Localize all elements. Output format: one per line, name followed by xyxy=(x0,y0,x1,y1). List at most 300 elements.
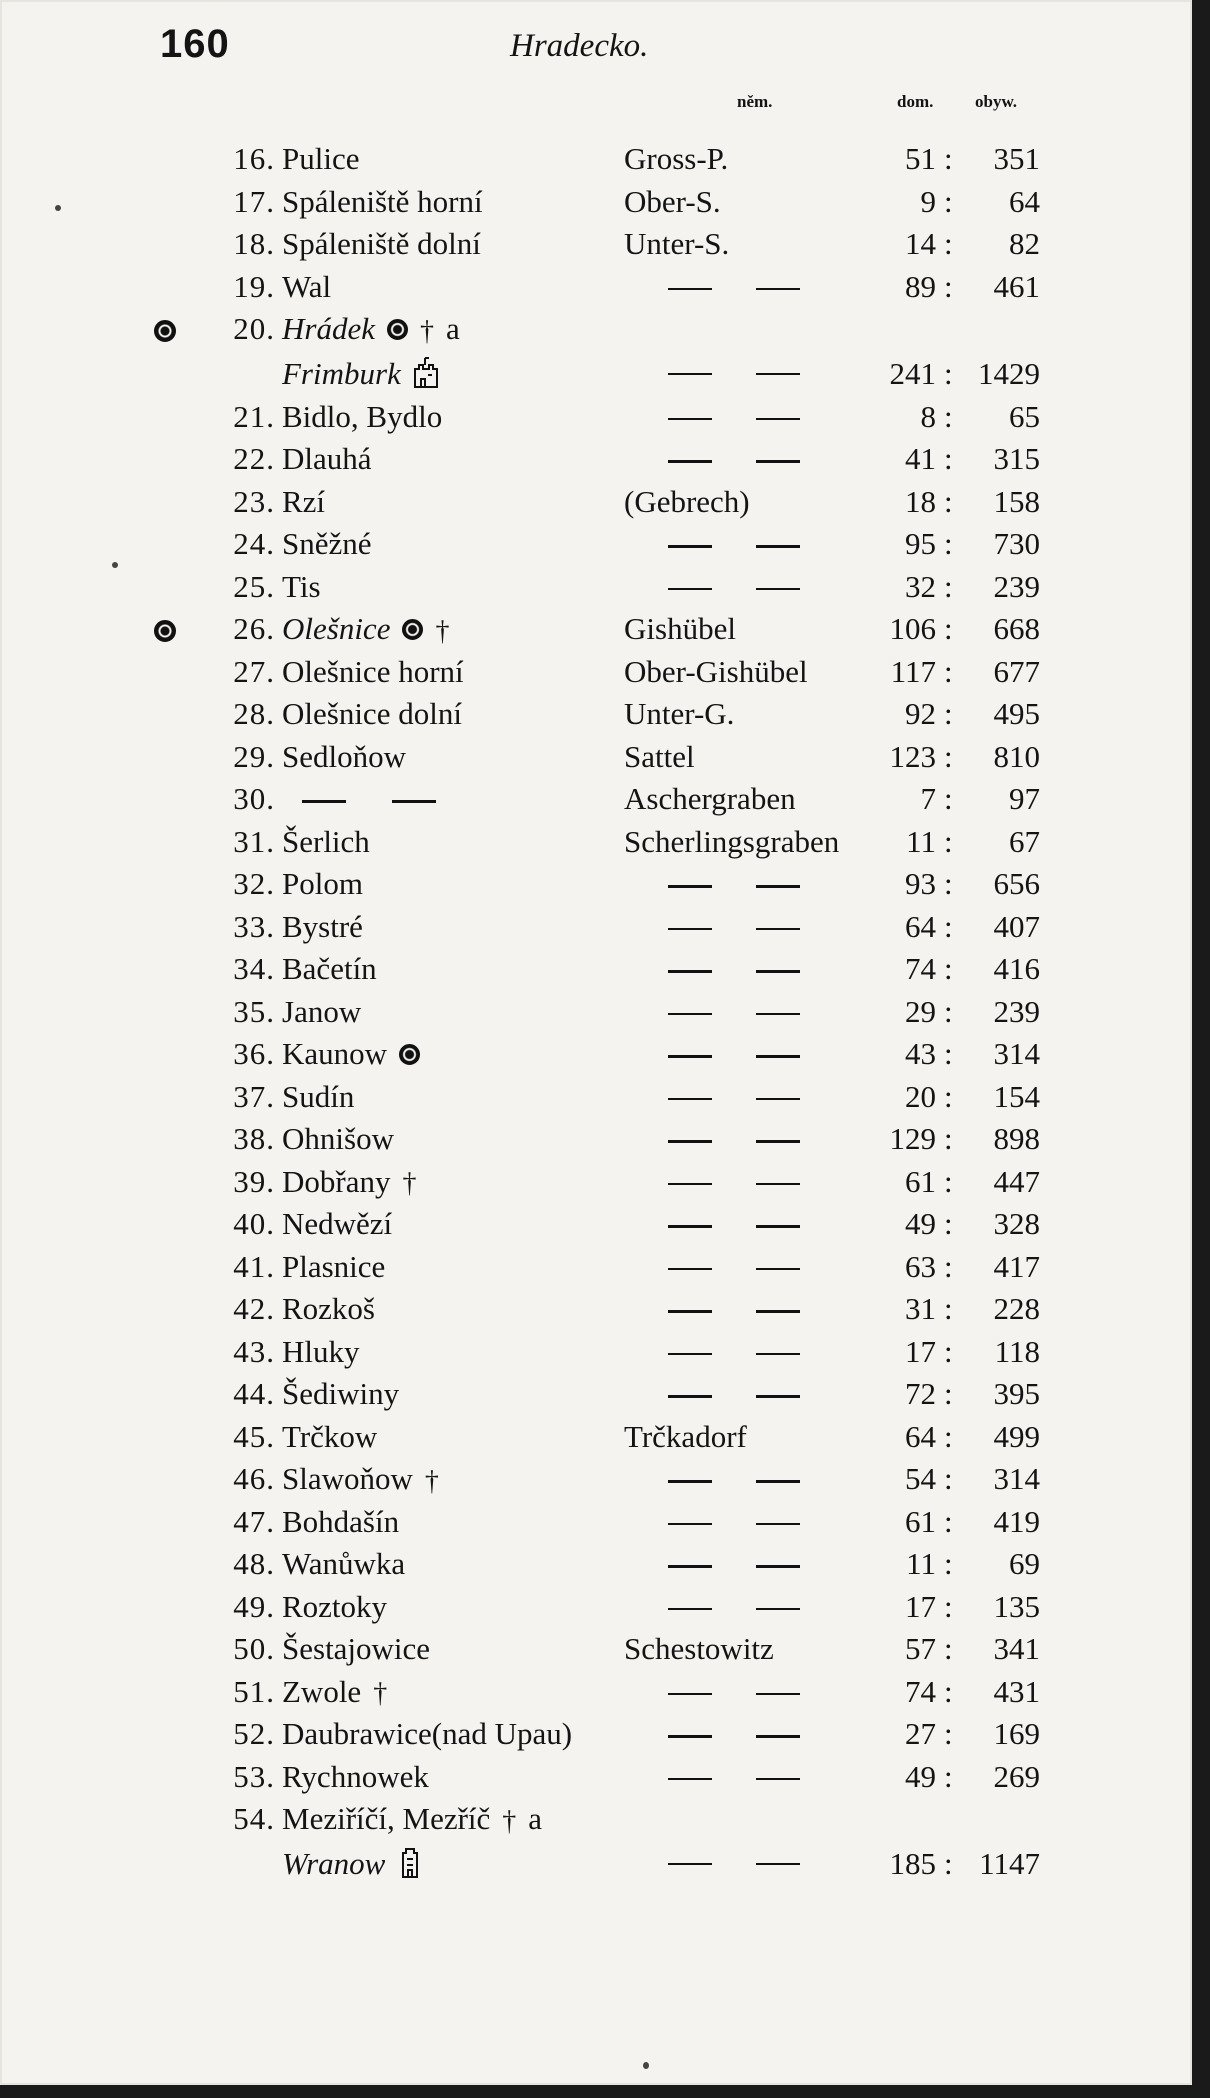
inhabitants-count: 495 xyxy=(993,696,1040,731)
separator-colon: : xyxy=(944,1163,953,1199)
dash-line xyxy=(756,1395,800,1398)
dash-line xyxy=(668,588,712,591)
village-name-text: Bačetín xyxy=(282,951,377,986)
table-row xyxy=(0,1713,1192,1756)
row-number: 18. xyxy=(233,226,275,261)
dash-line xyxy=(756,1480,800,1483)
village-name-text: Dlauhá xyxy=(282,441,372,476)
separator-colon: : xyxy=(944,1121,953,1156)
separator-colon: : xyxy=(944,1631,953,1666)
village-name-text: Pulice xyxy=(282,141,360,176)
inhabitants-count: 668 xyxy=(993,611,1040,646)
dash-line xyxy=(668,970,712,973)
church-cross-icon: † xyxy=(502,1805,517,1837)
village-name xyxy=(282,906,363,949)
dash-line xyxy=(756,1140,800,1143)
row-number: 17. xyxy=(233,183,275,219)
dash-line xyxy=(756,1183,800,1186)
village-name xyxy=(282,481,325,524)
table-row xyxy=(0,566,1192,609)
table-row xyxy=(0,1203,1192,1246)
inhabitants-count: 239 xyxy=(993,993,1040,1029)
german-name: Schestowitz xyxy=(624,1631,774,1666)
separator-colon: : xyxy=(944,1078,953,1114)
row-number: 23. xyxy=(233,483,275,519)
separator-colon: : xyxy=(944,141,953,176)
village-name xyxy=(282,181,483,224)
inhabitants-count: 314 xyxy=(993,1461,1040,1496)
german-name: Unter-S. xyxy=(624,226,730,261)
row-number: 25. xyxy=(233,568,275,604)
village-name xyxy=(282,308,460,353)
inhabitants-count: 341 xyxy=(993,1631,1040,1666)
table-row xyxy=(0,608,1192,651)
table-row xyxy=(0,1798,1192,1841)
dash-line xyxy=(756,418,800,421)
village-name-text: Šerlich xyxy=(282,823,370,859)
village-name xyxy=(282,1671,387,1716)
table-row-continuation xyxy=(0,351,1192,396)
village-name-text: Hluky xyxy=(282,1333,360,1369)
village-name-text: Tis xyxy=(282,568,321,604)
separator-colon: : xyxy=(944,568,953,604)
dash-line xyxy=(668,1693,712,1696)
houses-count: 27 xyxy=(905,1716,936,1751)
table-row xyxy=(0,1118,1192,1161)
separator-colon: : xyxy=(944,1333,953,1369)
village-name xyxy=(282,693,462,736)
separator-colon: : xyxy=(944,226,953,261)
separator-colon: : xyxy=(944,653,953,689)
village-name xyxy=(282,821,370,864)
dash-line xyxy=(756,1565,800,1568)
village-name-text: Roztoky xyxy=(282,1588,388,1624)
dash-line xyxy=(668,1268,712,1271)
dash-line xyxy=(668,1480,712,1483)
parish-seat-icon xyxy=(154,320,176,342)
village-name-text: Sudín xyxy=(282,1078,355,1114)
row-number: 44. xyxy=(233,1376,275,1411)
separator-colon: : xyxy=(944,1248,953,1284)
table-row xyxy=(0,736,1192,779)
row-number: 42. xyxy=(233,1291,275,1326)
row-number: 49. xyxy=(233,1588,275,1624)
houses-count: 17 xyxy=(905,1333,936,1369)
separator-colon: : xyxy=(944,1845,953,1881)
table-row xyxy=(0,1543,1192,1586)
village-name xyxy=(282,1501,399,1544)
dash-line xyxy=(668,1778,712,1781)
german-name: Ober-S. xyxy=(624,183,721,219)
village-name xyxy=(282,351,439,396)
row-number: 51. xyxy=(233,1673,275,1709)
table-row xyxy=(0,396,1192,439)
page-title: Hradecko. xyxy=(510,28,649,64)
village-name-text: Slawoňow xyxy=(282,1461,413,1496)
inhabitants-count: 154 xyxy=(993,1078,1040,1114)
dash-line xyxy=(668,1055,712,1058)
dash-line xyxy=(668,1140,712,1143)
village-name xyxy=(282,1203,392,1246)
row-number: 22. xyxy=(233,441,275,476)
inhabitants-count: 135 xyxy=(993,1588,1040,1624)
village-name-text: Olešnice horní xyxy=(282,653,464,689)
village-table xyxy=(0,138,1192,1886)
row-number: 50. xyxy=(233,1631,275,1666)
houses-count: 63 xyxy=(905,1248,936,1284)
row-number: 16. xyxy=(233,141,275,176)
houses-count: 241 xyxy=(889,355,936,391)
village-name-text: Rozkoš xyxy=(282,1291,375,1326)
village-name xyxy=(282,438,372,481)
houses-count: 89 xyxy=(905,268,936,304)
german-name: Trčkadorf xyxy=(624,1418,747,1454)
inhabitants-count: 228 xyxy=(993,1291,1040,1326)
separator-colon: : xyxy=(944,1758,953,1794)
parish-seat-icon xyxy=(154,620,176,642)
dash-line xyxy=(756,1268,800,1271)
table-row xyxy=(0,1033,1192,1076)
church-cross-icon: † xyxy=(424,1465,439,1497)
village-name-text: Daubrawice(nad Upau) xyxy=(282,1716,573,1751)
houses-count: 49 xyxy=(905,1758,936,1794)
table-row xyxy=(0,181,1192,224)
separator-colon: : xyxy=(944,355,953,391)
inhabitants-count: 269 xyxy=(993,1758,1040,1794)
parish-seat-icon xyxy=(402,619,423,640)
german-name: Ober-Gishübel xyxy=(624,653,808,689)
separator-colon: : xyxy=(944,1291,953,1326)
dash-line xyxy=(668,1608,712,1611)
table-row xyxy=(0,906,1192,949)
village-name-text: Bohdašín xyxy=(282,1503,400,1539)
dash-line xyxy=(756,545,800,548)
tower-icon xyxy=(397,1845,423,1879)
separator-colon: : xyxy=(944,1206,953,1241)
houses-count: 11 xyxy=(906,1546,936,1581)
separator-colon: : xyxy=(944,823,953,859)
row-number: 54. xyxy=(233,1801,275,1836)
village-name-text: Meziříčí, Mezříč xyxy=(282,1801,491,1836)
houses-count: 8 xyxy=(920,398,936,434)
village-name-text: Frimburk xyxy=(282,355,401,391)
inhabitants-count: 69 xyxy=(1009,1546,1040,1581)
houses-count: 17 xyxy=(905,1588,936,1624)
row-number: 47. xyxy=(233,1503,275,1539)
dash-line xyxy=(756,588,800,591)
column-header-houses: dom. xyxy=(897,92,934,111)
inhabitants-count: 898 xyxy=(993,1121,1040,1156)
table-row xyxy=(0,1458,1192,1501)
village-name-text: Dobřany xyxy=(282,1163,391,1199)
village-name xyxy=(282,1756,429,1799)
houses-count: 92 xyxy=(905,696,936,731)
column-header-german: něm. xyxy=(737,92,773,111)
separator-colon: : xyxy=(944,1376,953,1411)
row-number: 26. xyxy=(233,611,275,646)
village-name-text: Kaunow xyxy=(282,1036,388,1071)
separator-colon: : xyxy=(944,483,953,519)
village-name-text: Šestajowice xyxy=(282,1631,431,1666)
village-name xyxy=(282,1288,375,1331)
dash-line xyxy=(668,1735,712,1738)
houses-count: 72 xyxy=(905,1376,936,1411)
row-number: 52. xyxy=(233,1716,275,1751)
inhabitants-count: 351 xyxy=(993,141,1040,176)
dash-line xyxy=(756,1055,800,1058)
conjunction-text: a xyxy=(445,311,460,346)
table-row xyxy=(0,1416,1192,1459)
village-name xyxy=(282,1586,387,1629)
row-number: 35. xyxy=(233,993,275,1029)
inhabitants-count: 461 xyxy=(993,268,1040,304)
inhabitants-count: 1429 xyxy=(978,355,1040,391)
table-row xyxy=(0,1586,1192,1629)
dash-line xyxy=(756,373,800,376)
separator-colon: : xyxy=(944,441,953,476)
houses-count: 11 xyxy=(906,823,936,859)
inhabitants-count: 97 xyxy=(1009,781,1040,816)
village-name-text: Sedloňow xyxy=(282,738,406,774)
village-name xyxy=(282,266,331,309)
row-number: 21. xyxy=(233,398,275,434)
inhabitants-count: 169 xyxy=(993,1716,1040,1751)
village-name-text: Wal xyxy=(282,268,332,304)
dash-line xyxy=(668,1353,712,1356)
separator-colon: : xyxy=(944,1588,953,1624)
inhabitants-count: 407 xyxy=(993,908,1040,944)
german-name: (Gebrech) xyxy=(624,483,750,519)
inhabitants-count: 419 xyxy=(993,1503,1040,1539)
village-name xyxy=(282,1161,416,1206)
table-row xyxy=(0,481,1192,524)
dash-line xyxy=(756,928,800,931)
houses-count: 93 xyxy=(905,866,936,901)
houses-count: 61 xyxy=(905,1503,936,1539)
dash-line xyxy=(668,928,712,931)
dash-line xyxy=(668,1098,712,1101)
houses-count: 74 xyxy=(905,1673,936,1709)
village-name xyxy=(282,566,321,609)
row-number: 40. xyxy=(233,1206,275,1241)
village-name-text: Wanůwka xyxy=(282,1546,406,1581)
separator-colon: : xyxy=(944,993,953,1029)
houses-count: 14 xyxy=(905,226,936,261)
village-name xyxy=(282,1033,420,1076)
houses-count: 49 xyxy=(905,1206,936,1241)
paper-speck xyxy=(112,562,118,568)
village-name-text: Bystré xyxy=(282,908,363,944)
dash-line xyxy=(668,373,712,376)
separator-colon: : xyxy=(944,738,953,774)
row-number: 32. xyxy=(233,866,275,901)
german-name: Aschergraben xyxy=(624,781,796,816)
table-row xyxy=(0,821,1192,864)
inhabitants-count: 314 xyxy=(993,1036,1040,1071)
castle-icon xyxy=(413,355,439,389)
separator-colon: : xyxy=(944,781,953,816)
village-name xyxy=(282,948,377,991)
row-number: 53. xyxy=(233,1758,275,1794)
houses-count: 51 xyxy=(905,141,936,176)
dash-line xyxy=(756,885,800,888)
village-name xyxy=(282,1416,377,1459)
table-row xyxy=(0,778,1192,821)
german-name: Unter-G. xyxy=(624,696,735,731)
table-row xyxy=(0,991,1192,1034)
village-name-text: Janow xyxy=(282,993,362,1029)
row-number: 31. xyxy=(233,823,275,859)
village-name-text: Plasnice xyxy=(282,1248,386,1284)
village-name xyxy=(282,863,363,906)
village-name xyxy=(282,1841,423,1886)
village-name xyxy=(282,223,481,266)
dash-line xyxy=(668,545,712,548)
dash-line xyxy=(756,1608,800,1611)
village-name-text: Sněžné xyxy=(282,526,372,561)
dash-line xyxy=(392,800,436,803)
inhabitants-count: 656 xyxy=(993,866,1040,901)
row-number: 45. xyxy=(233,1418,275,1454)
row-number: 19. xyxy=(233,268,275,304)
inhabitants-count: 158 xyxy=(993,483,1040,519)
column-header-inhabitants: obyw. xyxy=(975,92,1018,111)
separator-colon: : xyxy=(944,1036,953,1071)
houses-count: 123 xyxy=(889,738,936,774)
dash-line xyxy=(756,1693,800,1696)
village-name-text: Hrádek xyxy=(282,311,375,346)
houses-count: 64 xyxy=(905,908,936,944)
dash-line xyxy=(756,1225,800,1228)
table-row xyxy=(0,1246,1192,1289)
village-name-text: Nedwězí xyxy=(282,1206,393,1241)
houses-count: 41 xyxy=(905,441,936,476)
houses-count: 57 xyxy=(905,1631,936,1666)
row-number: 43. xyxy=(233,1333,275,1369)
conjunction-text: a xyxy=(528,1801,543,1836)
inhabitants-count: 431 xyxy=(993,1673,1040,1709)
village-name xyxy=(282,1458,439,1503)
separator-colon: : xyxy=(944,183,953,219)
dash-line xyxy=(756,1735,800,1738)
inhabitants-count: 677 xyxy=(993,653,1040,689)
separator-colon: : xyxy=(944,1461,953,1496)
row-number: 46. xyxy=(233,1461,275,1496)
dash-line xyxy=(668,1565,712,1568)
inhabitants-count: 417 xyxy=(993,1248,1040,1284)
village-name xyxy=(282,1713,572,1756)
separator-colon: : xyxy=(944,866,953,901)
page-number: 160 xyxy=(160,22,230,66)
separator-colon: : xyxy=(944,1418,953,1454)
dash-line xyxy=(756,1310,800,1313)
separator-colon: : xyxy=(944,1673,953,1709)
german-name: Gross-P. xyxy=(624,141,729,176)
inhabitants-count: 1147 xyxy=(979,1845,1040,1881)
table-row xyxy=(0,1161,1192,1204)
houses-count: 185 xyxy=(889,1845,936,1881)
village-name-text: Bidlo, Bydlo xyxy=(282,398,443,434)
dash-line xyxy=(668,1523,712,1526)
houses-count: 74 xyxy=(905,951,936,986)
table-row xyxy=(0,266,1192,309)
separator-colon: : xyxy=(944,696,953,731)
houses-count: 43 xyxy=(905,1036,936,1071)
village-name-text: Šediwiny xyxy=(282,1376,400,1411)
inhabitants-count: 82 xyxy=(1009,226,1040,261)
table-row xyxy=(0,1331,1192,1374)
dash-line xyxy=(668,418,712,421)
table-row xyxy=(0,948,1192,991)
village-name xyxy=(282,396,442,439)
row-number: 27. xyxy=(233,653,275,689)
row-number: 24. xyxy=(233,526,275,561)
table-row xyxy=(0,863,1192,906)
houses-count: 117 xyxy=(890,653,936,689)
dash-line xyxy=(756,288,800,291)
table-row xyxy=(0,1501,1192,1544)
village-name xyxy=(282,138,360,181)
dash-line xyxy=(668,1225,712,1228)
houses-count: 7 xyxy=(920,781,936,816)
table-row xyxy=(0,308,1192,351)
table-row xyxy=(0,1373,1192,1416)
table-row xyxy=(0,523,1192,566)
dash-line xyxy=(756,460,800,463)
village-name-text: Rzí xyxy=(282,483,326,519)
inhabitants-count: 730 xyxy=(993,526,1040,561)
table-row xyxy=(0,223,1192,266)
dash-line xyxy=(668,1013,712,1016)
houses-count: 129 xyxy=(889,1121,936,1156)
dash-line xyxy=(756,970,800,973)
village-name-text: Spáleniště dolní xyxy=(282,226,481,261)
table-row xyxy=(0,138,1192,181)
table-row xyxy=(0,1288,1192,1331)
inhabitants-count: 64 xyxy=(1009,183,1040,219)
row-number: 48. xyxy=(233,1546,275,1581)
houses-count: 18 xyxy=(905,483,936,519)
german-name: Scherlingsgraben xyxy=(624,823,840,859)
houses-count: 61 xyxy=(905,1163,936,1199)
dash-line xyxy=(756,1353,800,1356)
table-row xyxy=(0,651,1192,694)
church-cross-icon: † xyxy=(419,315,434,347)
dash-line xyxy=(668,1310,712,1313)
table-row xyxy=(0,1076,1192,1119)
inhabitants-count: 67 xyxy=(1009,823,1040,859)
village-name xyxy=(282,736,406,779)
dash-line xyxy=(668,288,712,291)
row-number: 41. xyxy=(233,1248,275,1284)
separator-colon: : xyxy=(944,611,953,646)
houses-count: 29 xyxy=(905,993,936,1029)
village-name-text: Trčkow xyxy=(282,1418,378,1454)
inhabitants-count: 416 xyxy=(993,951,1040,986)
church-cross-icon: † xyxy=(435,615,450,647)
village-name-text: Olešnice xyxy=(282,611,391,646)
row-number: 28. xyxy=(233,696,275,731)
separator-colon: : xyxy=(944,908,953,944)
village-name xyxy=(282,1331,360,1374)
separator-colon: : xyxy=(944,268,953,304)
row-number: 30. xyxy=(233,781,275,816)
table-row xyxy=(0,1671,1192,1714)
village-name xyxy=(282,651,464,694)
houses-count: 64 xyxy=(905,1418,936,1454)
inhabitants-count: 315 xyxy=(993,441,1040,476)
village-name xyxy=(282,1118,394,1161)
